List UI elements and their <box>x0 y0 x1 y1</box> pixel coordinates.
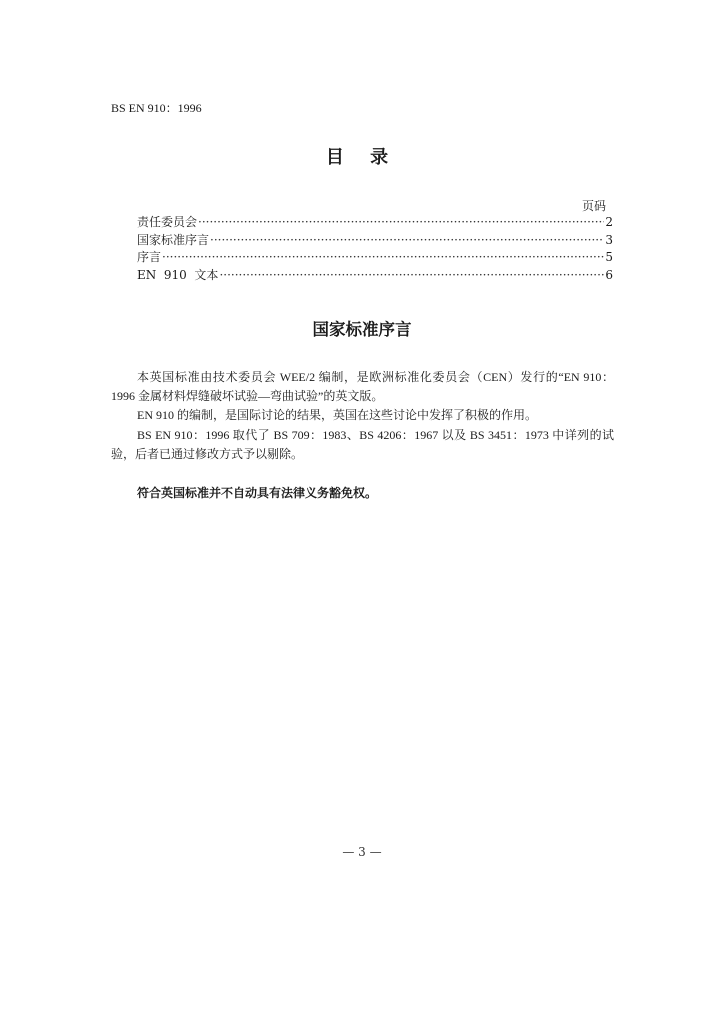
toc-title: 目 录 <box>325 147 399 168</box>
toc-leader-dots <box>162 249 604 267</box>
page-number: — 3 — <box>342 845 382 859</box>
toc-entry-page: 5 <box>605 250 613 264</box>
foreword-paragraph: 本英国标准由技术委员会 WEE/2 编制，是欧洲标准化委员会（CEN）发行的“EN 910：1996 金属材料焊缝破坏试验—弯曲试验”的英文版。 <box>111 370 614 404</box>
toc-leader-dots <box>210 232 604 250</box>
toc-entry[interactable] <box>137 267 613 285</box>
toc-entry[interactable] <box>137 249 613 267</box>
toc-entry-page: 3 <box>605 232 613 247</box>
toc-entry[interactable] <box>137 232 613 250</box>
foreword-title: 国家标准序言 <box>312 320 412 339</box>
toc-leader-dots <box>198 214 604 232</box>
legal-notice: 符合英国标准并不自动具有法律义务豁免权。 <box>137 486 378 500</box>
toc-leader-dots <box>219 267 604 285</box>
toc-entry-page: 6 <box>605 267 613 282</box>
toc-entry-label: 序言 <box>137 250 162 264</box>
foreword-paragraph: BS EN 910：1996 取代了 BS 709：1983、BS 4206：1967 以及 BS 3451：1973 中详列的试验，后者已通过修改方式予以剔除。 <box>111 427 614 461</box>
foreword-body <box>111 368 614 464</box>
toc-entry-page: 2 <box>605 215 613 229</box>
standard-code: BS EN 910：1996 <box>111 101 202 115</box>
table-of-contents <box>137 214 613 284</box>
toc-entry-label: 责任委员会 <box>137 215 198 229</box>
toc-entry[interactable] <box>137 214 613 232</box>
toc-entry-label: 国家标准序言 <box>137 232 210 247</box>
toc-entry-label: EN 910 文本 <box>137 267 219 282</box>
foreword-paragraph: EN 910 的编制，是国际讨论的结果，英国在这些讨论中发挥了积极的作用。 <box>137 408 537 423</box>
toc-page-label: 页码 <box>581 199 606 213</box>
